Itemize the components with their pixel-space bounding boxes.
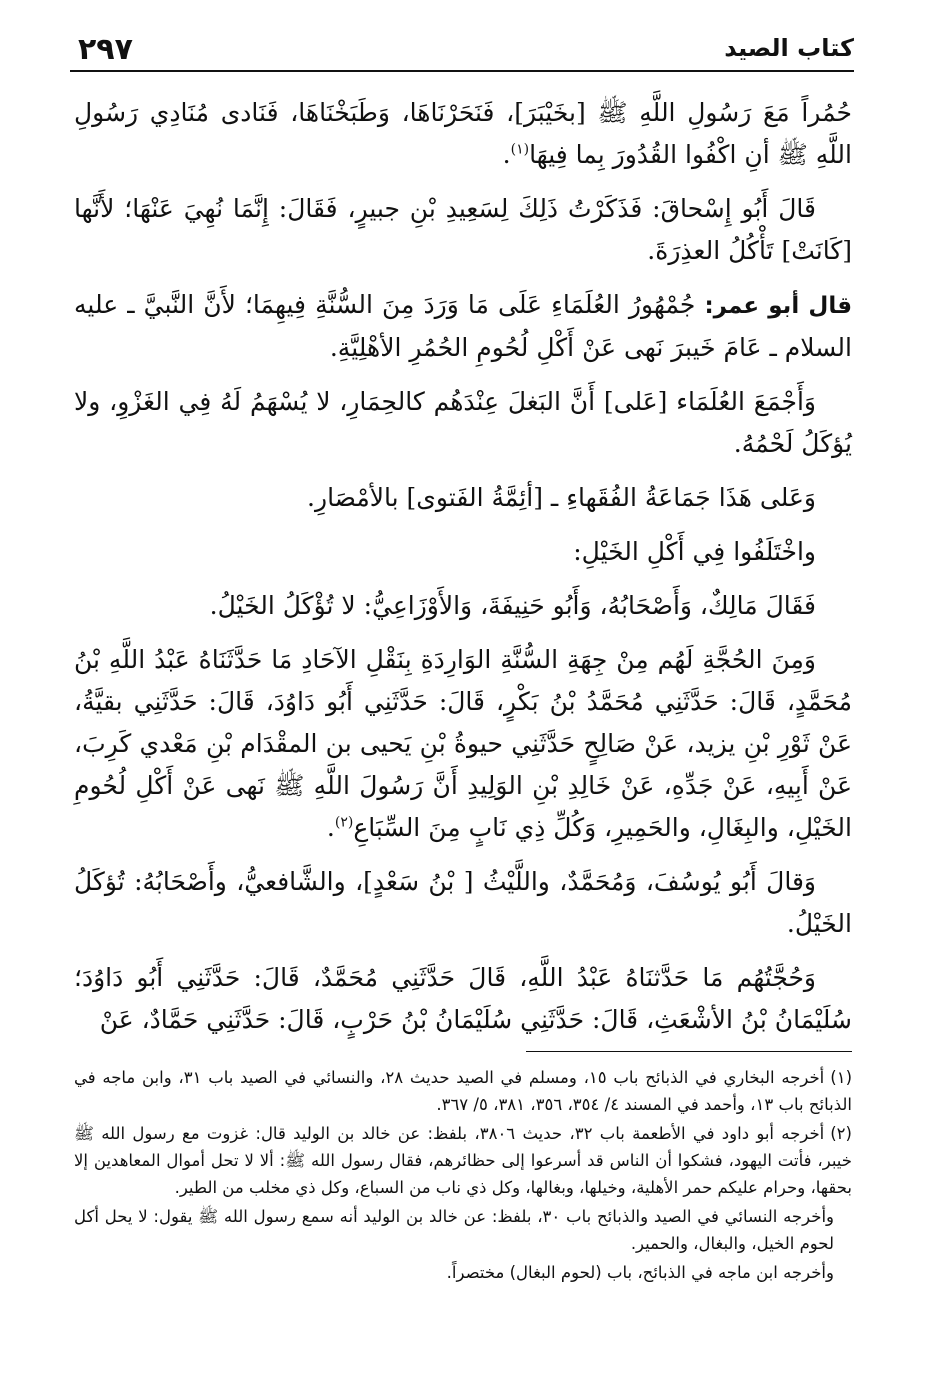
main-text <box>74 92 852 1053</box>
paragraph-6: واخْتَلَفُوا فِي أَكْلِ الخَيْلِ: <box>573 537 816 566</box>
page-header <box>70 30 854 72</box>
paragraph-8-text: وَمِنَ الحُجَّةِ لَهُم مِنْ جِهَةِ السُّنَّةِ الوَارِدَةِ بِنَقْلِ الآحَادِ مَا حَدَّثَنَاهُ عَبْدُ اللَّهِ بْنُ مُحَمَّدٍ، قَالَ: حَدَّثَنِي مُحَمَّدُ بْنُ بَكْرٍ، قَالَ: حَدَّثَنِي أَبُو دَاوُدَ، قَالَ: حَدَّثَنِي بقيَّةُ، عَنْ ثَوْرِ بْنِ يزيد، عَنْ صَالِحٍ حَدَّثَنِي حيوةُ بْنِ يَحيى بن المقْدَام بْنِ مَعْدي كَرِبَ، عَنْ أَبِيهِ، عَنْ جَدِّهِ، عَنْ خَالِدِ بْنِ الوَلِيدِ أَنَّ رَسُولَ اللَّهِ ﷺ نَهى عَنْ أَكْلِ لُحُومِ الخَيْلِ، والبِغَالِ، والحَمِيرِ، وَكُلِّ ذِي نَابٍ مِنَ السِّبَاعِ <box>74 645 852 842</box>
paragraph-3 <box>74 284 852 369</box>
running-title: كتاب الصيد <box>724 34 854 62</box>
footnote-2-continuation-1: وأخرجه النسائي في الصيد والذبائح باب ٣٠، بلفظ: عن خالد بن الوليد أنه سمع رسول الله ﷺ يقول: لا يحل أكل لحوم الخيل، والبغال، والحمير. <box>74 1207 834 1253</box>
footnote-divider <box>526 1051 852 1052</box>
footnote-2-number: (٢) <box>830 1124 852 1143</box>
paragraph-8-end: . <box>326 813 335 842</box>
footnote-2 <box>74 1120 852 1201</box>
paragraph-5: وَعَلى هَذَا جَمَاعَةُ الفُقَهاءِ ـ [أئِمَّةُ الفَتوى] بالأمْصَارِ. <box>307 483 816 512</box>
footnotes <box>74 1064 852 1288</box>
footnote-1-text: أخرجه البخاري في الذبائح باب ١٥، ومسلم في الصيد حديث ٢٨، والنسائي في الصيد باب ٣١، وابن ماجه في الذبائح باب ١٣، وأحمد في المسند ٤/ ٣٥٤، ٣٥٦، ٣٨١، ٥/ ٣٦٧. <box>74 1068 852 1114</box>
footnote-ref-1: (١) <box>510 141 530 158</box>
paragraph-8 <box>74 639 852 849</box>
paragraph-2: قَالَ أَبُو إِسْحاقَ: فَذَكَرْتُ ذَلِكَ لِسَعِيدِ بْنِ جبيرٍ، فَقَالَ: إِنَّمَا نُهِيَ عَنْهَا؛ لأَنَّها [كَانَتْ] تَأْكُلُ العذِرَةَ. <box>74 194 852 265</box>
footnote-1 <box>74 1064 852 1118</box>
page-number: ٢٩٧ <box>78 32 133 67</box>
paragraph-3-text: جُمْهُورُ العُلَمَاءِ عَلَى مَا وَرَدَ مِنَ السُّنَّةِ فِيهِمَا؛ لأَنَّ النَّبيَّ ـ عليه السلام ـ عَامَ خَيبرَ نَهى عَنْ أَكْلِ لُحُومِ الحُمُرِ الأهْلِيَّةِ. <box>74 290 852 362</box>
footnote-ref-2: (٢) <box>334 814 354 831</box>
paragraph-1-text: حُمُراً مَعَ رَسُولِ اللَّهِ ﷺ [بخَيْبَرَ]، فَنَحَرْنَاهَا، وَطَبَخْنَاهَا، فَنَادى مُنَادِي رَسُولِ اللَّهِ ﷺ أنِ اكْفُوا القُدُورَ بِما فِيهَا <box>74 98 852 169</box>
paragraph-10: وَحُجَّتُهُم مَا حَدَّثنَاهُ عَبْدُ اللَّهِ، قَالَ حَدَّثَنِي مُحَمَّدٌ، قَالَ: حَدَّثَنِي أَبُو دَاوُدَ؛ سُلَيْمَانُ بْنُ الأشْعَثِ، قَالَ: حَدَّثَنِي سُلَيْمَانُ بْنُ حَرْبٍ، قَالَ: حَدَّثَنِي حَمَّادٌ، عَنْ <box>74 963 852 1034</box>
paragraph-9: وَقالَ أَبُو يُوسُفَ، وَمُحَمَّدٌ، واللَّيْثُ [ بْنُ سَعْدٍ]، والشَّافعيُّ، وأَصْحَابُهُ: تُؤكَلُ الخَيْلُ. <box>74 867 852 938</box>
paragraph-4: وَأَجْمَعَ العُلَمَاء [عَلى] أَنَّ البَغلَ عِنْدَهُم كالحِمَارِ، لا يُسْهَمُ لَهُ فِي الغَزْوِ، ولا يُؤكَلُ لَحْمُهُ. <box>74 387 852 458</box>
footnote-1-number: (١) <box>830 1068 852 1087</box>
footnote-2-text: أخرجه أبو داود في الأطعمة باب ٣٢، حديث ٣٨٠٦، بلفظ: عن خالد بن الوليد قال: غزوت مع رسول الله ﷺ خيبر، فأتت اليهود، فشكوا أن الناس قد أسرعوا إلى حظائرهم، فقال رسول الله ﷺ: ألا لا تحل أموال المعاهدين إلا بحقها، وحرام عليكم حمر الأهلية، وخيلها، وبغالها، وكل ذي ناب من السباع، وكل ذي مخلب من الطير. <box>74 1124 852 1197</box>
paragraph-1-end: . <box>502 140 511 169</box>
footnote-2-continuation-2: وأخرجه ابن ماجه في الذبائح، باب (لحوم البغال) مختصراً. <box>446 1263 834 1282</box>
paragraph-7: فَقَالَ مَالِكٌ، وَأَصْحَابُهُ، وَأَبُو حَنِيفَةَ، وَالأَوْزَاعِيُّ: لا تُؤْكَلُ الخَيْلُ. <box>209 591 816 620</box>
paragraph-1 <box>74 92 852 176</box>
paragraph-3-lead: قال أبو عمر: <box>704 293 853 319</box>
